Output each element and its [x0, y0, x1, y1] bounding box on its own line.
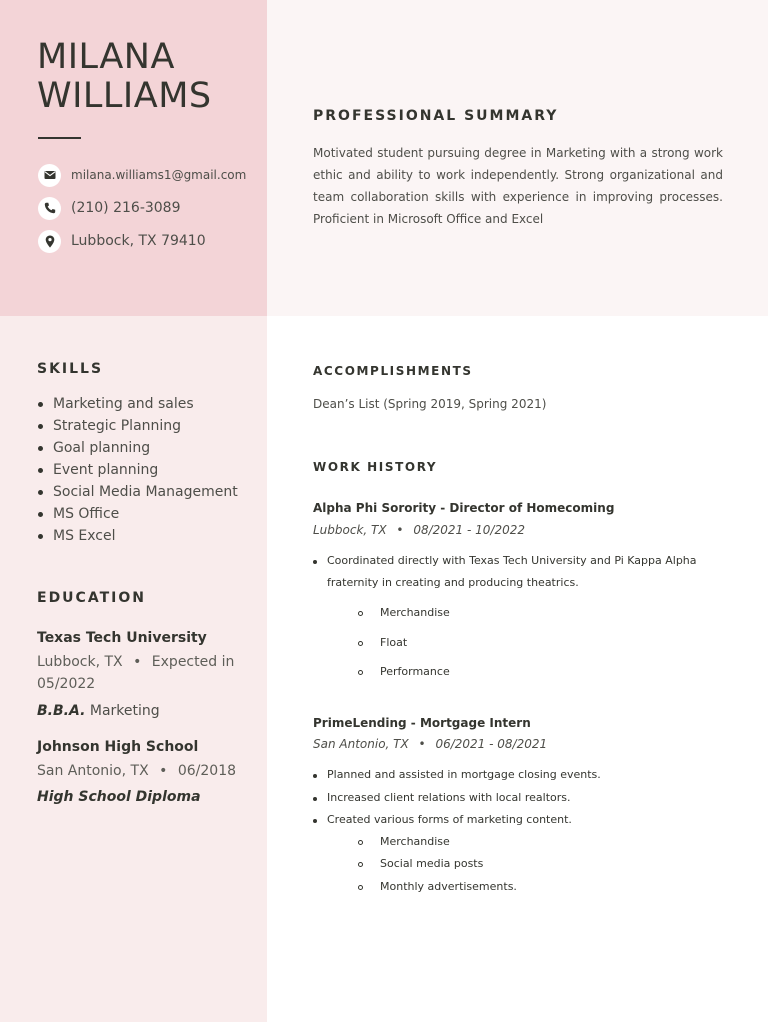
skill-item: Goal planning [37, 437, 257, 459]
sub-bullet-ring [358, 840, 363, 845]
contact-location [38, 229, 206, 253]
phone-text: (210) 216-3089 [71, 200, 181, 216]
education-school: Johnson High School [37, 739, 199, 755]
job-sub-bullet: Float [380, 636, 408, 649]
contact-phone [38, 196, 181, 220]
job-meta [313, 523, 525, 537]
job-title: Alpha Phi Sorority - Director of Homecoming [313, 501, 615, 515]
sub-bullet-ring [358, 862, 363, 867]
education-degree [37, 789, 201, 805]
skill-item: MS Office [37, 503, 257, 525]
skill-item: MS Excel [37, 525, 257, 547]
job-bullet: Created various forms of marketing content. [327, 813, 572, 826]
education-location: San Antonio, TX [37, 763, 149, 779]
degree-field: Marketing [89, 703, 160, 719]
job-dates: 06/2021 - 08/2021 [435, 737, 548, 751]
summary-heading: PROFESSIONAL SUMMARY [313, 108, 559, 124]
bullet-dot [313, 819, 317, 823]
right-column-panel [267, 316, 768, 1022]
bullet-dot [313, 774, 317, 778]
job-location: Lubbock, TX [313, 523, 387, 537]
separator-dot: • [418, 737, 426, 751]
job-location: San Antonio, TX [313, 737, 409, 751]
summary-text: Motivated student pursuing degree in Marketing with a strong work ethic and ability to work independently. Strong organizational and team collaboration skills with experience in improving processes. Proficient in Microsoft Office and Excel [313, 146, 723, 226]
job-dates: 08/2021 - 10/2022 [413, 523, 525, 537]
sub-bullet-ring [358, 641, 363, 646]
job-sub-bullet: Merchandise [380, 835, 450, 848]
separator-dot: • [159, 763, 168, 779]
contact-email [38, 163, 246, 187]
location-text: Lubbock, TX 79410 [71, 233, 206, 249]
accomplishments-heading: ACCOMPLISHMENTS [313, 364, 473, 378]
education-degree [37, 703, 160, 719]
education-meta [37, 760, 247, 782]
accomplishment-text: Dean’s List (Spring 2019, Spring 2021) [313, 397, 547, 411]
phone-icon [38, 197, 61, 220]
envelope-icon [38, 164, 61, 187]
job-sub-bullet: Social media posts [380, 857, 484, 870]
sub-bullet-ring [358, 670, 363, 675]
skills-heading: SKILLS [37, 361, 104, 377]
skill-item: Event planning [37, 459, 257, 481]
map-pin-icon [38, 230, 61, 253]
job-sub-bullet: Performance [380, 665, 450, 678]
education-location: Lubbock, TX [37, 654, 123, 670]
name-divider [38, 137, 81, 139]
job-bullet: Planned and assisted in mortgage closing events. [327, 768, 601, 781]
skill-item: Social Media Management [37, 481, 257, 503]
skill-item: Strategic Planning [37, 415, 257, 437]
separator-dot: • [396, 523, 404, 537]
degree-name: B.B.A. [37, 703, 86, 719]
education-school: Texas Tech University [37, 630, 207, 646]
sub-bullet-ring [358, 885, 363, 890]
bullet-dot [313, 560, 317, 564]
email-text: milana.williams1@gmail.com [71, 168, 247, 182]
sub-bullet-ring [358, 611, 363, 616]
separator-dot: • [133, 654, 142, 670]
job-sub-bullet: Monthly advertisements. [380, 880, 517, 893]
education-heading: EDUCATION [37, 590, 146, 606]
last-name: WILLIAMS [37, 76, 212, 116]
skill-item: Marketing and sales [37, 393, 257, 415]
job-bullet-continued: fraternity in creating and producing theatrics. [327, 576, 579, 589]
skills-list [37, 393, 257, 547]
education-date: 06/2018 [177, 763, 237, 779]
first-name: MILANA [37, 37, 175, 77]
candidate-name [37, 38, 212, 116]
job-meta [313, 737, 547, 751]
job-bullet: Coordinated directly with Texas Tech University and Pi Kappa Alpha [327, 554, 697, 567]
job-bullet: Increased client relations with local realtors. [327, 791, 571, 804]
job-sub-bullet: Merchandise [380, 606, 450, 619]
education-date: Expected in 05/2022 [37, 654, 235, 692]
education-meta [37, 651, 247, 695]
bullet-dot [313, 797, 317, 801]
job-title: PrimeLending - Mortgage Intern [313, 716, 531, 730]
degree-name: High School Diploma [37, 789, 201, 805]
work-history-heading: WORK HISTORY [313, 460, 438, 474]
